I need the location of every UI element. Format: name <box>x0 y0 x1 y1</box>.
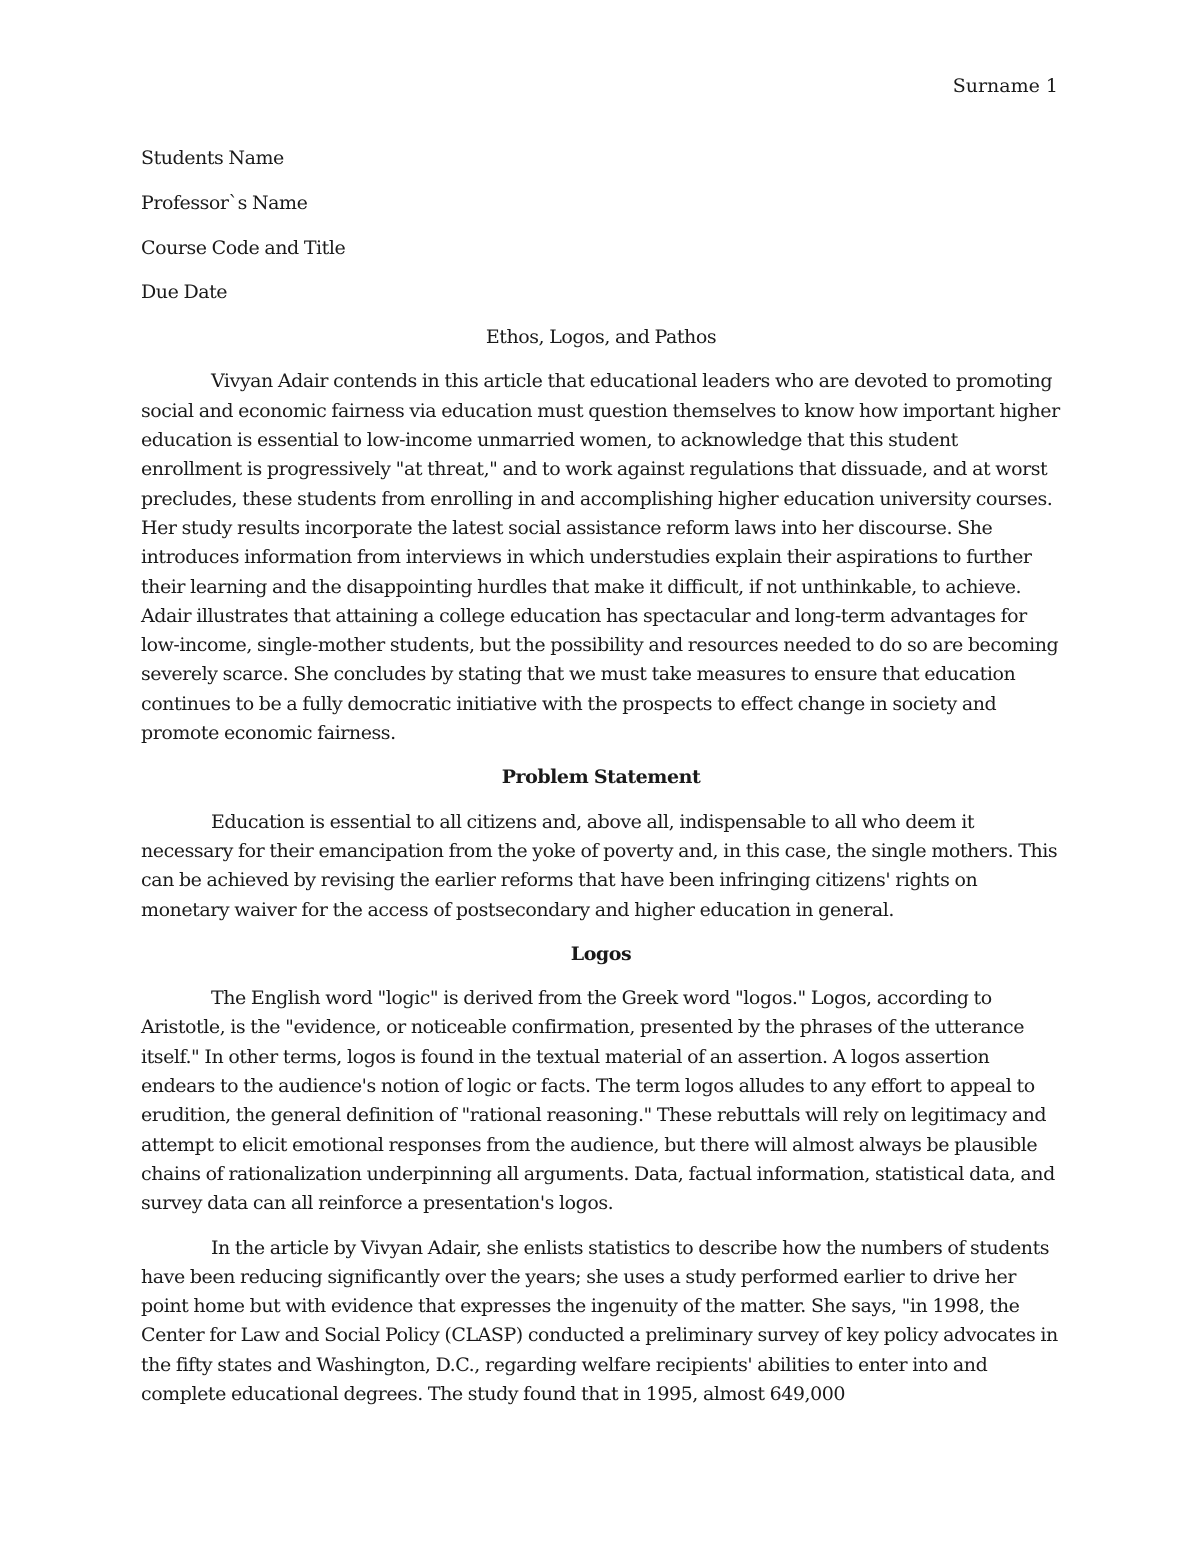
running-head: Surname 1 <box>952 75 1058 97</box>
problem-statement-paragraph: Education is essential to all citizens and, above all, indispensable to all who deem it necessary for their emancipation from the yoke of poverty and, in this case, the single mothers. This can be achieved by revising the earlier reforms that have been infringing citizens' rights on monetary waiver for the access of postsecondary and higher education in general. <box>141 810 1058 921</box>
intro-paragraph: Vivyan Adair contends in this article that educational leaders who are devoted to promoting social and economic fairness via education must question themselves to know how important higher education is essential to low-income unmarried women, to acknowledge that this student enrollment is progressively "at threat," and to work against regulations that dissuade, and at worst precludes, these students from enrolling in and accomplishing higher education university courses. Her study results incorporate the latest social assistance reform laws into her discourse. She introduces information from interviews in which understudies explain their aspirations to further their learning and the disappointing hurdles that make it difficult, if not unthinkable, to achieve. Adair illustrates that attaining a college education has spectacular and long-term advantages for low-income, single-mother students, but the possibility and resources needed to do so are becoming severely scarce. She concludes by stating that we must take measures to ensure that education continues to be a fully democratic initiative with the prospects to effect change in society and promote economic fairness. <box>141 370 1060 745</box>
due-date: Due Date <box>141 281 228 304</box>
problem-statement-heading: Problem Statement <box>501 766 701 789</box>
professor-name: Professor`s Name <box>141 191 308 214</box>
student-name: Students Name <box>141 147 284 169</box>
course-title: Course Code and Title <box>141 236 346 259</box>
document-title: Ethos, Logos, and Pathos <box>485 326 717 349</box>
document-body <box>141 144 1061 1409</box>
logos-paragraph-1: The English word "logic" is derived from the Greek word "logos." Logos, according to Aristotle, is the "evidence, or noticeable confirmation, presented by the phrases of the utterance itself." In other terms, logos is found in the textual material of an assertion. A logos assertion endears to the audience's notion of logic or facts. The term logos alludes to any effort to appeal to erudition, the general definition of "rational reasoning." These rebuttals will rely on legitimacy and attempt to elicit emotional responses from the audience, but there will almost always be plausible chains of rationalization underpinning all arguments. Data, factual information, statistical data, and survey data can all reinforce a presentation's logos. <box>141 987 1055 1215</box>
logos-paragraph-2: In the article by Vivyan Adair, she enlists statistics to describe how the numbers of students have been reducing significantly over the years; she uses a study performed earlier to drive her point home but with evidence that expresses the ingenuity of the matter. She says, "in 1998, the Center for Law and Social Policy (CLASP) conducted a preliminary survey of key policy advocates in the fifty states and Washington, D.C., regarding welfare recipients' abilities to enter into and complete educational degrees. The study found that in 1995, almost 649,000 <box>141 1236 1058 1405</box>
logos-heading: Logos <box>570 942 632 965</box>
